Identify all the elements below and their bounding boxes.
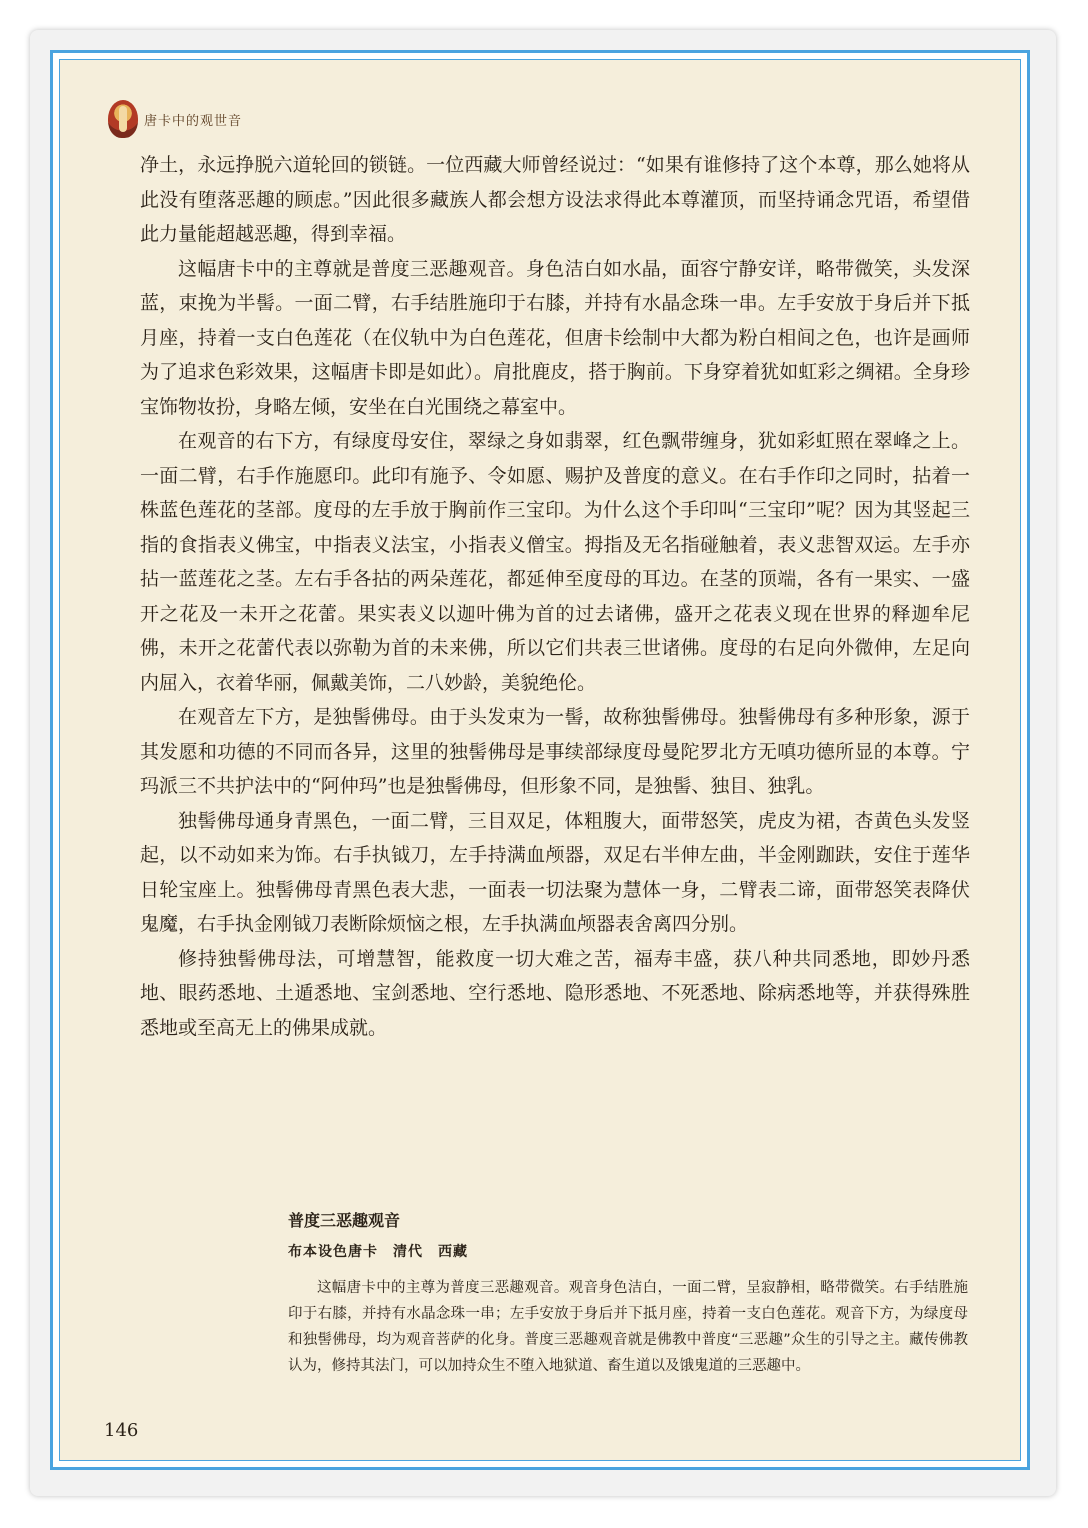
caption-title: 普度三恶趣观音 (288, 1211, 401, 1230)
running-header (108, 98, 242, 140)
paragraph: 在观音的右下方，有绿度母安住，翠绿之身如翡翠，红色飘带缠身，犹如彩虹照在翠峰之上。一面二臂，右手作施愿印。此印有施予、令如愿、赐护及普度的意义。在右手作印之同时，拈着一株蓝色莲花的茎部。度母的左手放于胸前作三宝印。为什么这个手印叫“三宝印”呢？因为其竖起三指的食指表义佛宝，中指表义法宝，小指表义僧宝。拇指及无名指碰触着，表义悲智双运。左手亦拈一蓝莲花之茎。左右手各拈的两朵莲花，都延伸至度母的耳边。在茎的顶端，各有一果实、一盛开之花及一未开之花蕾。果实表义以迦叶佛为首的过去诸佛，盛开之花表义现在世界的释迦牟尼佛，未开之花蕾代表以弥勒为首的未来佛，所以它们共表三世诸佛。度母的右足向外微伸，左足向内屈入，衣着华丽，佩戴美饰，二八妙龄，美貌绝伦。 (140, 430, 970, 694)
running-title: 唐卡中的观世音 (144, 113, 243, 129)
paragraph: 修持独髻佛母法，可增慧智，能救度一切大难之苦，福寿丰盛，获八种共同悉地，即妙丹悉地、眼药悉地、土遁悉地、宝剑悉地、空行悉地、隐形悉地、不死悉地、除病悉地等，并获得殊胜悉地或至高无上的佛果成就。 (140, 947, 970, 1039)
caption-text: 这幅唐卡中的主尊为普度三恶趣观音。观音身色洁白，一面二臂，呈寂静相，略带微笑。右手结胜施印于右膝，并持有水晶念珠一串；左手安放于身后并下抵月座，持着一支白色莲花。观音下方，为绿度母和独髻佛母，均为观音菩萨的化身。普度三恶趣观音就是佛教中普度“三恶趣”众生的引导之主。藏传佛教认为，修持其法门，可以加持众生不堕入地狱道、畜生道以及饿鬼道的三恶趣中。 (288, 1280, 968, 1374)
paragraph: 独髻佛母通身青黑色，一面二臂，三目双足，体粗腹大，面带怒笑，虎皮为裙，杏黄色头发竖起，以不动如来为饰。右手执钺刀，左手持满血颅器，双足右半伸左曲，半金刚跏趺，安住于莲华日轮宝座上。独髻佛母青黑色表大悲，一面表一切法聚为慧体一身，二臂表二谛，面带怒笑表降伏鬼魔，右手执金刚钺刀表断除烦恼之根，左手执满血颅器表舍离四分别。 (140, 809, 970, 935)
paragraph: 这幅唐卡中的主尊就是普度三恶趣观音。身色洁白如水晶，面容宁静安详，略带微笑，头发深蓝，束挽为半髻。一面二臂，右手结胜施印于右膝，并持有水晶念珠一串。左手安放于身后并下抵月座，持着一支白色莲花（在仪轨中为白色莲花，但唐卡绘制中大都为粉白相间之色，也许是画师为了追求色彩效果，这幅唐卡即是如此）。肩批鹿皮，搭于胸前。下身穿着犹如虹彩之绸裙。全身珍宝饰物妆扮，身略左倾，安坐在白光围绕之幕室中。 (140, 257, 970, 418)
caption-meta: 布本设色唐卡 清代 西藏 (288, 1244, 468, 1260)
figure-caption (288, 1208, 968, 1379)
page (59, 59, 1021, 1461)
page-number: 146 (104, 1420, 139, 1441)
paragraph: 净土，永远挣脱六道轮回的锁链。一位西藏大师曾经说过：“如果有谁修持了这个本尊，那么她将从此没有堕落恶趣的顾虑。”因此很多藏族人都会想方设法求得此本尊灌顶，而坚持诵念咒语，希望借此力量能超越恶趣，得到幸福。 (140, 154, 970, 245)
avalokiteshvara-emblem-icon (108, 100, 138, 138)
paragraph: 在观音左下方，是独髻佛母。由于头发束为一髻，故称独髻佛母。独髻佛母有多种形象，源于其发愿和功德的不同而各异，这里的独髻佛母是事续部绿度母曼陀罗北方无嗔功德所显的本尊。宁玛派三不共护法中的“阿仲玛”也是独髻佛母，但形象不同，是独髻、独目、独乳。 (140, 706, 970, 797)
page-frame (50, 50, 1030, 1470)
body-text (140, 148, 970, 1045)
